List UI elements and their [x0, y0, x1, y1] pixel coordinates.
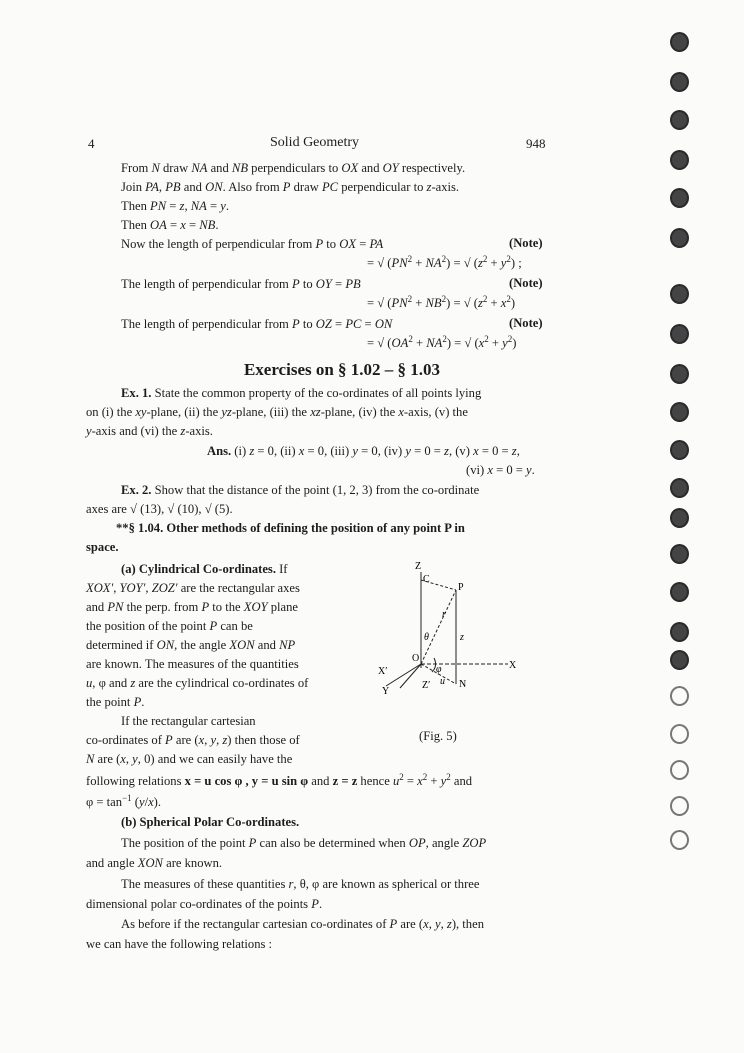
binding-hole	[670, 508, 689, 528]
binding-hole	[670, 440, 689, 460]
label-x: X	[509, 660, 517, 671]
cylindrical-line: If the rectangular cartesian	[121, 714, 256, 728]
binding-hole	[670, 760, 689, 780]
spherical-line: and angle XON are known.	[86, 856, 223, 870]
binding-hole	[670, 72, 689, 92]
label-z: Z	[415, 561, 422, 572]
cylindrical-line: the point P.	[86, 695, 145, 709]
figure-5-cylindrical-diagram	[378, 560, 548, 700]
binding-hole	[670, 796, 689, 816]
binding-hole	[670, 830, 689, 850]
text-line: Join PA, PB and ON. Also from P draw PC perpendicular to z-axis.	[121, 180, 460, 194]
cylindrical-line: the position of the point P can be	[86, 619, 253, 633]
binding-hole	[670, 324, 689, 344]
exercise-1-line: Ex. 1. State the common property of the co-ordinates of all points lying	[121, 386, 482, 400]
x-prime-axis	[386, 664, 421, 686]
label-y: Y	[382, 686, 390, 697]
cylindrical-line: u, φ and z are the cylindrical co-ordinates of	[86, 676, 309, 690]
cylindrical-line: co-ordinates of P are (x, y, z) then those of	[86, 733, 300, 747]
op-line	[421, 590, 456, 664]
label-n: N	[459, 679, 467, 690]
label-zlen: z	[460, 632, 464, 643]
cylindrical-line: N are (x, y, 0) and we can easily have the	[86, 752, 293, 766]
binding-hole	[670, 650, 689, 670]
exercises-heading: Exercises on § 1.02 – § 1.03	[243, 360, 441, 379]
text-line: The length of perpendicular from P to OY = PB	[121, 277, 361, 291]
section-heading: space.	[86, 540, 119, 554]
binding-hole	[670, 582, 689, 602]
binding-hole	[670, 364, 689, 384]
text-line: The length of perpendicular from P to OZ = PC = ON	[121, 317, 393, 331]
note-marker: (Note)	[509, 276, 543, 290]
exercise-2-line: axes are √ (13), √ (10), √ (5).	[86, 502, 233, 516]
binding-hole	[670, 622, 689, 642]
spherical-line: dimensional polar co-ordinates of the points P.	[86, 897, 323, 911]
binding-hole	[670, 686, 689, 706]
exercise-1-line: on (i) the xy-plane, (ii) the yz-plane, (iii) the xz-plane, (iv) the x-axis, (v) the	[86, 405, 468, 419]
spherical-line: we can have the following relations :	[86, 937, 273, 951]
label-r: r	[442, 609, 446, 620]
binding-hole	[670, 284, 689, 304]
y-prime-axis	[400, 664, 421, 688]
spherical-line: The position of the point P can also be determined when OP, angle ZOP	[121, 836, 487, 850]
binding-hole	[670, 110, 689, 130]
spherical-line: The measures of these quantities r, θ, φ are known as spherical or three	[121, 877, 480, 891]
label-p: P	[458, 582, 464, 593]
label-c: C	[423, 574, 430, 585]
formula: = √ $(PN^2 + NB^2)$ = √ $(z^2 + x^2)$	[367, 294, 516, 310]
spherical-line: As before if the rectangular cartesian co-ordinates of P are (x, y, z), then	[121, 917, 484, 931]
spherical-heading: (b) Spherical Polar Co-ordinates.	[121, 815, 300, 829]
formula: = √ $(PN^2 + NA^2)$ = √ $(z^2 + y^2)$ ;	[367, 254, 522, 270]
note-marker: (Note)	[509, 236, 543, 250]
spiral-binding	[664, 0, 744, 1053]
label-o: O	[412, 653, 420, 664]
label-x-prime: X′	[378, 666, 388, 677]
running-title: Solid Geometry	[270, 135, 360, 150]
cylindrical-line: XOX′, YOY′, ZOZ′ are the rectangular axes	[86, 581, 300, 595]
relations-line: $\varphi = \tan^{-1} (y/x)$.	[86, 793, 162, 809]
header-right-number: 948	[526, 136, 546, 151]
page-number: 4	[88, 136, 95, 151]
binding-hole	[670, 402, 689, 422]
section-heading: **§ 1.04. Other methods of defining the position of any point P in	[116, 521, 465, 535]
cylindrical-line: (a) Cylindrical Co-ordinates. If	[121, 562, 288, 576]
label-theta: θ	[424, 632, 429, 643]
cylindrical-line: and PN the perp. from P to the XOY plane	[86, 600, 298, 614]
binding-hole	[670, 724, 689, 744]
binding-hole	[670, 32, 689, 52]
relations-line: following relations x = u cos φ , y = u sin φ and z = z hence $u^2 = x^2 + y^2$ and	[86, 772, 473, 788]
binding-hole	[670, 188, 689, 208]
binding-hole	[670, 478, 689, 498]
exercise-2-line: Ex. 2. Show that the distance of the point (1, 2, 3) from the co-ordinate	[121, 483, 480, 497]
binding-hole	[670, 544, 689, 564]
label-z-prime: Z′	[422, 680, 431, 691]
figure-caption: (Fig. 5)	[419, 729, 457, 743]
binding-hole	[670, 228, 689, 248]
text-line: Then PN = z, NA = y.	[121, 199, 229, 213]
label-phi: φ	[436, 664, 442, 675]
formula: = √ $(OA^2 + NA^2)$ = √ $(x^2 + y^2)$	[367, 334, 517, 350]
text-line: From N draw NA and NB perpendiculars to OX and OY respectively.	[121, 161, 466, 175]
label-u: u	[440, 676, 445, 687]
exercise-1-line: y-axis and (vi) the z-axis.	[86, 424, 213, 438]
cylindrical-line: determined if ON, the angle XON and NP	[86, 638, 296, 652]
text-line: Now the length of perpendicular from P to OX = PA	[121, 237, 384, 251]
binding-hole	[670, 150, 689, 170]
answer-line: (vi) x = 0 = y.	[466, 463, 535, 477]
cylindrical-line: are known. The measures of the quantities	[86, 657, 299, 671]
text-line: Then OA = x = NB.	[121, 218, 219, 232]
answer-line: Ans. (i) z = 0, (ii) x = 0, (iii) y = 0, (iv) y = 0 = z, (v) x = 0 = z,	[207, 444, 520, 458]
note-marker: (Note)	[509, 316, 543, 330]
